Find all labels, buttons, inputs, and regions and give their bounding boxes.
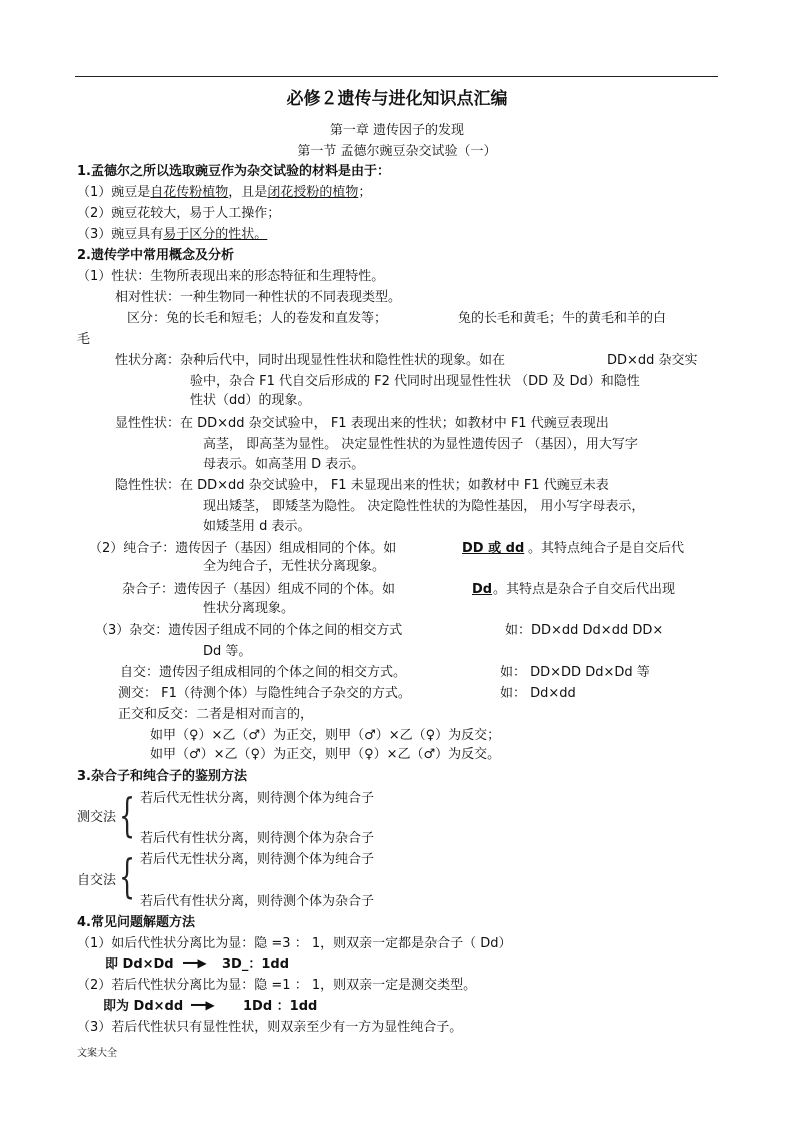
- testcross-case-1: 若后代无性状分离，则待测个体为纯合子: [140, 791, 375, 806]
- dominant-3: 母表示。如高茎用 D 表示。: [203, 457, 365, 472]
- testcross-1b: 如： Dd×dd: [500, 686, 576, 701]
- testcross-1a: 测交： F1（待测个体）与隐性纯合子杂交的方式。: [118, 686, 411, 701]
- heading-4: 4.常见问题解题方法: [77, 915, 195, 930]
- testcross-label: 测交法: [77, 810, 117, 825]
- question-1-equation-b: 3D_：1dd: [222, 957, 289, 972]
- selfing-1a: 自交：遗传因子组成相同的个体之间的相交方式。: [120, 665, 407, 680]
- brace-icon: {: [119, 788, 136, 842]
- arrow-icon: ━━▶: [183, 956, 207, 970]
- hybrid-1b: 如：DD×dd Dd×dd DD×: [505, 623, 664, 638]
- hybrid-2: Dd 等。: [203, 644, 252, 659]
- item-1-3: （3）豌豆具有易于区分的性状。: [77, 227, 268, 242]
- hybrid-1a: （3）杂交：遗传因子组成不同的个体之间的相交方式: [95, 623, 403, 638]
- reciprocal-example-2: 如甲（♂）×乙（♀）为正交，则甲（♀）×乙（♂）为反交。: [150, 747, 501, 762]
- segregation-1a: 性状分离：杂种后代中，同时出现显性性状和隐性性状的现象。如在: [115, 353, 506, 368]
- trait-definition: （1）性状：生物所表现出来的形态特征和生理特性。: [77, 269, 385, 284]
- reciprocal-cross: 正交和反交：二者是相对而言的，: [118, 707, 314, 722]
- homozygote-1a: （2）纯合子：遗传因子（基因）组成相同的个体。如: [89, 541, 397, 556]
- heading-1: 1.孟德尔之所以选取豌豆作为杂交试验的材料是由于：: [77, 164, 390, 179]
- heterozygote-1b: Dd: [472, 582, 493, 597]
- dominant-2: 高茎， 即高茎为显性。 决定显性性状的为显性遗传因子 （基因），用大写字: [203, 437, 638, 452]
- homozygote-2: 全为纯合子，无性状分离现象。: [203, 559, 386, 574]
- selfing-1b: 如： DD×DD Dd×Dd 等: [500, 665, 650, 680]
- question-2-equation-a: 即为 Dd×dd: [103, 999, 184, 1014]
- heading-3: 3.杂合子和纯合子的鉴别方法: [77, 769, 247, 784]
- selfing-case-1: 若后代无性状分离，则待测个体为纯合子: [140, 852, 375, 867]
- distinction-1: 区分：兔的长毛和短毛；人的卷发和直发等；: [127, 311, 388, 326]
- selfing-label: 自交法: [77, 873, 117, 888]
- heterozygote-2: 性状分离现象。: [203, 601, 295, 616]
- recessive-1: 隐性性状：在 DD×dd 杂交试验中， F1 未显现出来的性状；如教材中 F1 代豌豆未表: [115, 478, 609, 493]
- question-3: （3）若后代性状只有显性性状，则双亲至少有一方为显性纯合子。: [77, 1020, 463, 1035]
- footer-text: 文案大全: [77, 1048, 117, 1059]
- brace-icon: {: [119, 849, 136, 903]
- segregation-3: 性状（dd）的现象。: [190, 393, 311, 408]
- section-heading: 第一节 孟德尔豌豆杂交试验（一）: [297, 144, 497, 159]
- question-2-equation-b: 1Dd ：1dd: [243, 999, 318, 1014]
- distinction-3: 毛: [77, 332, 91, 347]
- recessive-3: 如矮茎用 d 表示。: [203, 519, 311, 534]
- recessive-2: 现出矮茎， 即矮茎为隐性。 决定隐性性状的为隐性基因， 用小写字母表示，: [203, 499, 645, 514]
- item-1-2: （2）豌豆花较大，易于人工操作；: [77, 206, 281, 221]
- document-title: 必修２遗传与进化知识点汇编: [286, 89, 508, 109]
- heterozygote-1c: 。其特点是杂合子自交后代出现: [493, 582, 676, 597]
- question-1: （1）如后代性状分离比为显：隐 =3 ： 1，则双亲一定都是杂合子（ Dd）: [77, 936, 512, 951]
- heading-2: 2.遗传学中常用概念及分析: [77, 248, 234, 263]
- item-1-1: （1）豌豆是自花传粉植物，且是闭花授粉的植物；: [77, 185, 372, 200]
- homozygote-1b: DD 或 dd: [462, 541, 525, 556]
- homozygote-1c: 。其特点纯合子是自交后代: [528, 541, 685, 556]
- relative-trait: 相对性状：一种生物同一种性状的不同表现类型。: [115, 290, 402, 305]
- segregation-1b: DD×dd 杂交实: [607, 353, 698, 368]
- segregation-2: 验中，杂合 F1 代自交后形成的 F2 代同时出现显性性状 （DD 及 Dd）和隐性: [190, 374, 640, 389]
- heterozygote-1a: 杂合子：遗传因子（基因）组成不同的个体。如: [122, 582, 396, 597]
- question-2: （2）若后代性状分离比为显：隐 =1 ： 1，则双亲一定是测交类型。: [77, 978, 477, 993]
- dominant-1: 显性性状：在 DD×dd 杂交试验中， F1 表现出来的性状；如教材中 F1 代豌豆表现出: [115, 416, 609, 431]
- testcross-case-2: 若后代有性状分离，则待测个体为杂合子: [140, 831, 375, 846]
- chapter-heading: 第一章 遗传因子的发现: [329, 123, 465, 138]
- question-1-equation-a: 即 Dd×Dd: [105, 957, 174, 972]
- distinction-2: 兔的长毛和黄毛；牛的黄毛和羊的白: [458, 311, 667, 326]
- arrow-icon: ━━▶: [191, 998, 215, 1012]
- top-rule: [75, 76, 718, 77]
- reciprocal-example-1: 如甲（♀）×乙（♂）为正交，则甲（♂）×乙（♀）为反交；: [150, 728, 501, 743]
- selfing-case-2: 若后代有性状分离，则待测个体为杂合子: [140, 894, 375, 909]
